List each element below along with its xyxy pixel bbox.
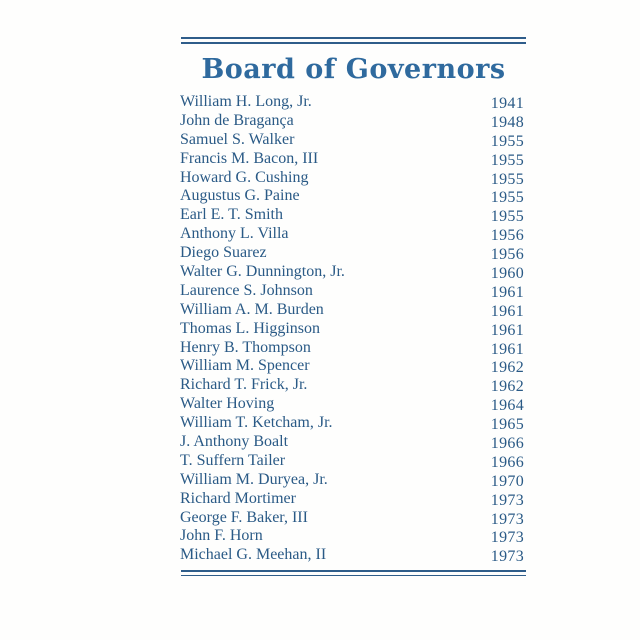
member-name: Laurence S. Johnson (180, 281, 313, 299)
member-year: 1956 (490, 246, 524, 264)
member-year: 1962 (490, 359, 524, 377)
member-row (180, 452, 524, 471)
member-year: 1961 (490, 302, 524, 320)
member-name: John F. Horn (180, 527, 263, 545)
member-name: Henry B. Thompson (180, 338, 311, 356)
member-name: William T. Ketcham, Jr. (180, 414, 333, 432)
member-name: William A. M. Burden (180, 300, 324, 318)
member-name: Walter G. Dunnington, Jr. (180, 263, 345, 281)
member-row (180, 546, 524, 565)
page-title: Board of Governors (201, 54, 506, 85)
member-year: 1961 (490, 321, 524, 339)
member-name: Augustus G. Paine (180, 187, 300, 205)
member-row (180, 169, 524, 188)
member-year: 1964 (490, 397, 524, 415)
member-year: 1970 (490, 472, 524, 490)
member-year: 1941 (490, 95, 524, 112)
member-name: William M. Duryea, Jr. (180, 470, 328, 488)
member-row (180, 225, 524, 244)
member-name: Samuel S. Walker (180, 130, 295, 148)
member-year: 1966 (490, 435, 524, 453)
member-year: 1966 (490, 453, 524, 471)
member-row (180, 263, 524, 282)
member-year: 1955 (490, 170, 524, 188)
member-row (180, 509, 524, 528)
member-name: Thomas L. Higginson (180, 319, 320, 337)
member-row (180, 433, 524, 452)
member-row (180, 490, 524, 509)
member-year: 1955 (490, 189, 524, 207)
member-row (180, 527, 524, 546)
member-year: 1973 (490, 491, 524, 509)
governors-list (180, 93, 524, 565)
member-year: 1965 (490, 416, 524, 434)
member-year: 1961 (490, 340, 524, 358)
member-year: 1973 (490, 510, 524, 528)
top-double-rule-upper (181, 37, 526, 39)
member-name: John de Bragança (180, 111, 294, 129)
member-row (180, 471, 524, 490)
member-row (180, 112, 524, 131)
member-name: Richard T. Frick, Jr. (180, 376, 308, 394)
member-name: Richard Mortimer (180, 489, 296, 507)
member-year: 1960 (490, 265, 524, 283)
member-name: George F. Baker, III (180, 508, 308, 526)
member-row (180, 320, 524, 339)
member-row (180, 187, 524, 206)
member-row (180, 131, 524, 150)
member-year: 1961 (490, 283, 524, 301)
member-row (180, 414, 524, 433)
member-row (180, 150, 524, 169)
member-row (180, 282, 524, 301)
member-year: 1956 (490, 227, 524, 245)
member-year: 1955 (490, 151, 524, 169)
member-row (180, 339, 524, 358)
member-year: 1962 (490, 378, 524, 396)
member-name: Francis M. Bacon, III (180, 149, 319, 167)
member-row (180, 206, 524, 225)
member-year: 1973 (490, 548, 524, 566)
member-name: J. Anthony Boalt (180, 433, 289, 451)
member-name: Anthony L. Villa (180, 225, 289, 243)
member-name: William H. Long, Jr. (180, 93, 312, 110)
member-year: 1955 (490, 208, 524, 226)
bottom-double-rule-lower (181, 575, 526, 576)
member-row (180, 395, 524, 414)
bottom-double-rule-upper (181, 570, 526, 572)
member-name: Michael G. Meehan, II (180, 546, 327, 564)
member-row (180, 357, 524, 376)
member-row (180, 244, 524, 263)
member-name: Walter Hoving (180, 395, 275, 413)
top-double-rule-lower (181, 42, 526, 44)
member-name: T. Suffern Tailer (180, 451, 286, 469)
member-row (180, 301, 524, 320)
member-row (180, 93, 524, 112)
member-name: Diego Suarez (180, 244, 267, 262)
member-name: Earl E. T. Smith (180, 206, 283, 224)
member-year: 1955 (490, 132, 524, 150)
member-name: William M. Spencer (180, 357, 310, 375)
member-row (180, 376, 524, 395)
member-year: 1948 (490, 113, 524, 131)
member-year: 1973 (490, 529, 524, 547)
member-name: Howard G. Cushing (180, 168, 309, 186)
